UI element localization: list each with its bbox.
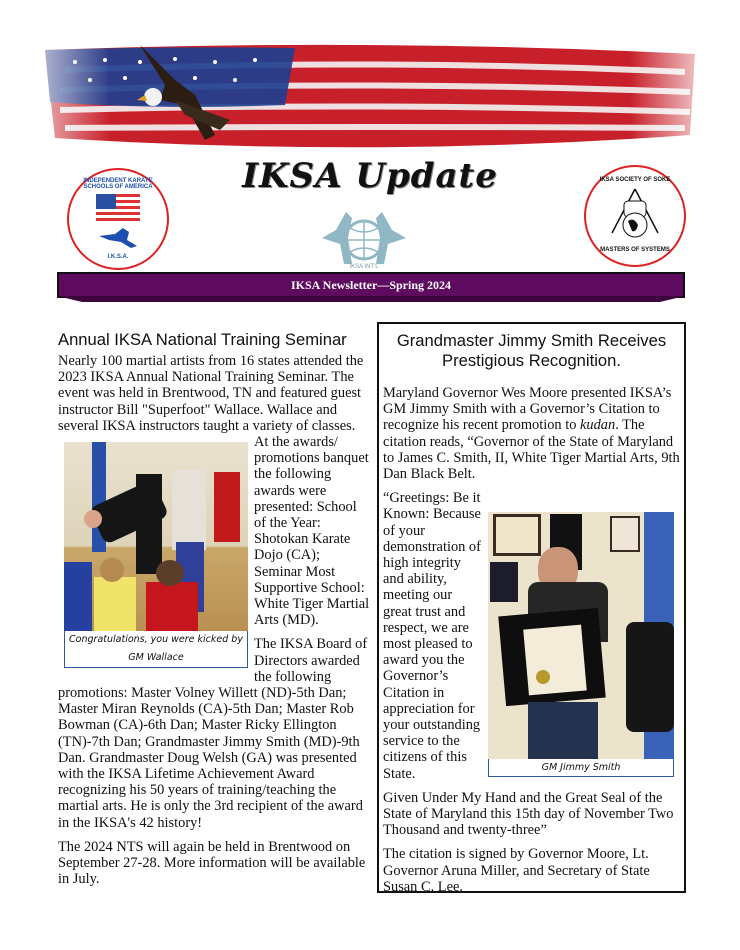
article-paragraph: Maryland Governor Wes Moore presented IKSA’s GM Jimmy Smith with a Governor’s Citation to recognize his recent promotion to kudan. The citation reads, “Governor of the State of Maryland to James C. Smith, II, White Tiger Martial Arts, 9th Dan Black Belt.: [383, 385, 680, 483]
article-heading: Grandmaster Jimmy Smith Receives Prestigious Recognition.: [396, 331, 667, 370]
article-paragraph: Given Under My Hand and the Great Seal of the State of Maryland this 15th day of November Two Thousand and twenty-three”: [383, 789, 674, 839]
article-paragraph: The 2024 NTS will again be held in Brentwood on September 27-28. More information will be available in July.: [58, 838, 366, 888]
banner-shadow: [57, 296, 685, 302]
jimmy-smith-photo-figure: [488, 512, 674, 777]
flag-banner: [45, 40, 695, 158]
newsletter-title: IKSA Update: [242, 156, 498, 196]
article-paragraph: The citation is signed by Governor Moore, Lt. Governor Aruna Miller, and Secretary of State Susan C. Lee.: [383, 846, 650, 895]
soke-society-seal-logo: IKSA SOCIETY OF SOKE MASTERS OF SYSTEMS: [584, 165, 686, 267]
karate-kicker-icon: [97, 226, 139, 250]
us-flag-icon: [96, 194, 140, 224]
iksa-seal-logo: INDEPENDENT KARATE SCHOOLS OF AMERICA I.K.S.A.: [67, 168, 169, 270]
flag-eagle-illustration: [45, 40, 695, 158]
article-paragraph: At the awards/ promotions banquet the following awards were presented: School of the Year: Shotokan Karate Dojo (CA); Seminar Most Supportive School: White Tiger Martial Arts (MD).: [254, 434, 370, 629]
globe-fighters-icon: [318, 208, 410, 272]
article-paragraph: Nearly 100 martial artists from 16 states attended the 2023 IKSA Annual National Training Seminar. The event was held in Brentwood, TN and featured guest instructor Bill "Superfoot" Wallace. Wallace and several IKSA instructors taught a variety of classes.: [58, 353, 364, 434]
article-heading: Annual IKSA National Training Seminar: [58, 330, 347, 349]
article-paragraph: The IKSA Board of Directors awarded the following promotions: Master Volney Willett (ND)-5th Dan; Master Miran Reynolds (CA)-5th Dan; Master Rob Bowman (CA)-6th Dan; Master Ricky Ellington (TN)-7th Dan; Grandmaster Jimmy Smith (MD)-9th Dan. Grandmaster Doug Welsh (GA) was presented with the IKSA Lifetime Achievement Award recognizing his 50 years of training/teaching the martial arts. He is only the 3rd recipient of the award in the IKSA's 42 history!: [58, 636, 368, 831]
iksa-international-logo: IKSA INT'L: [318, 208, 410, 272]
article-national-training-seminar: [58, 330, 370, 896]
seminar-photo-caption: Congratulations, you were kicked by GM Wallace: [64, 631, 248, 668]
article-paragraph: “Greetings: Be it Known: Because of your demonstration of high integrity and ability, meeting our great trust and respect, we are most pleased to award you the Governor’s Citation in appreciation for your outstanding service to the citizens of this State.: [383, 490, 481, 782]
seminar-photo-figure: [64, 442, 248, 668]
fist-globe-icon: [608, 187, 662, 243]
jimmy-smith-photo-caption: GM Jimmy Smith: [488, 759, 674, 777]
article-jimmy-smith-recognition: [377, 322, 686, 893]
jimmy-smith-photo: [488, 512, 674, 759]
newsletter-issue-banner: IKSA Newsletter—Spring 2024: [57, 272, 685, 298]
seminar-photo: [64, 442, 248, 631]
